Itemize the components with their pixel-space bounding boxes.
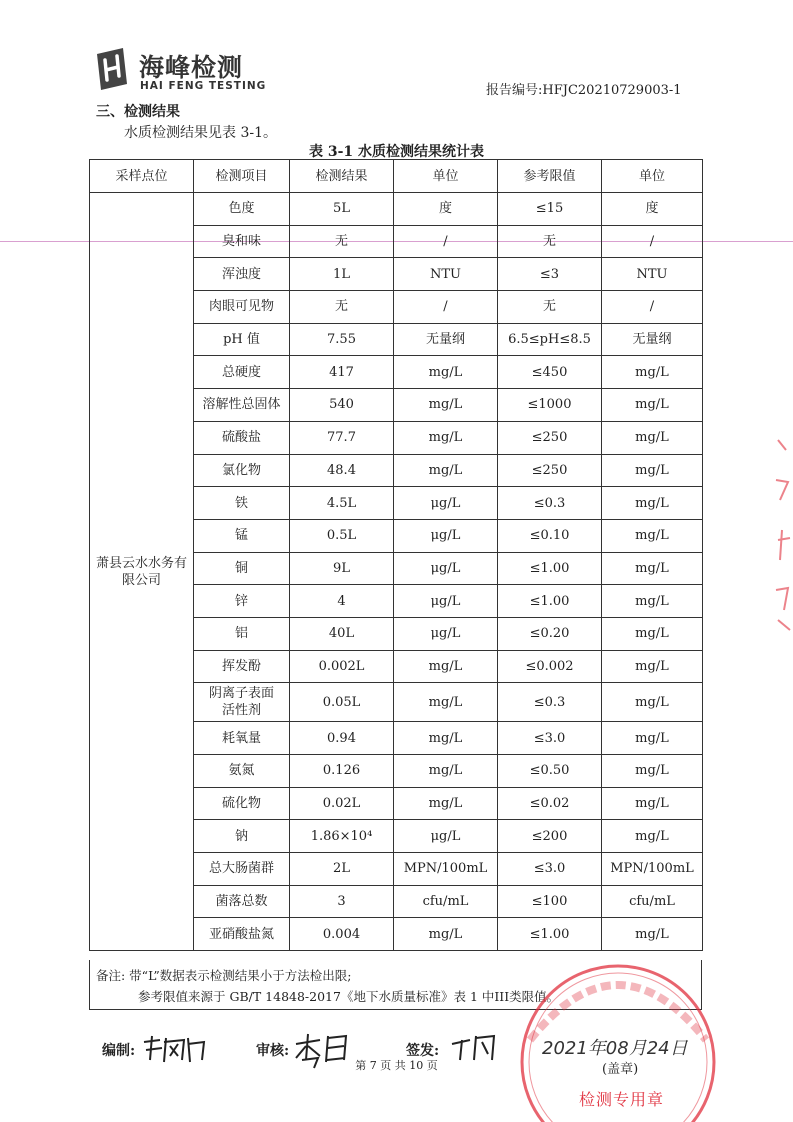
limit-cell: ≤3.0 [498,853,602,886]
column-header: 单位 [602,160,703,193]
unit-cell: mg/L [394,683,498,722]
results-table [89,159,703,951]
result-cell: 0.94 [290,722,394,755]
result-cell: 0.004 [290,918,394,951]
unit-cell: mg/L [394,918,498,951]
column-header: 采样点位 [90,160,194,193]
result-cell: 77.7 [290,421,394,454]
table-row [90,193,703,226]
page-number: 第 7 页 共 10 页 [355,1059,438,1072]
limit-cell: ≤0.3 [498,487,602,520]
test-item-cell: 溶解性总固体 [194,389,290,422]
limit-unit-cell: mg/L [602,787,703,820]
result-cell: 2L [290,853,394,886]
report-number-value: HFJC20210729003-1 [542,83,682,98]
limit-unit-cell: mg/L [602,421,703,454]
limit-unit-cell: mg/L [602,617,703,650]
limit-unit-cell: mg/L [602,487,703,520]
test-item-cell: 挥发酚 [194,650,290,683]
limit-cell: ≤3.0 [498,722,602,755]
limit-cell: 6.5≤pH≤8.5 [498,323,602,356]
limit-unit-cell: mg/L [602,650,703,683]
unit-cell: mg/L [394,421,498,454]
result-cell: 4.5L [290,487,394,520]
test-item-cell: 臭和味 [194,225,290,258]
unit-cell: cfu/mL [394,885,498,918]
unit-cell: mg/L [394,722,498,755]
test-item-cell: 菌落总数 [194,885,290,918]
unit-cell: mg/L [394,389,498,422]
result-cell: 417 [290,356,394,389]
result-cell: 7.55 [290,323,394,356]
test-item-cell: 总大肠菌群 [194,853,290,886]
result-cell: 540 [290,389,394,422]
limit-unit-cell: mg/L [602,356,703,389]
logo-text-en: HAI FENG TESTING [140,80,267,92]
result-cell: 1.86×10⁴ [290,820,394,853]
limit-unit-cell: 无量纲 [602,323,703,356]
report-number-label: 报告编号: [486,83,543,98]
limit-unit-cell: MPN/100mL [602,853,703,886]
limit-cell: 无 [498,291,602,324]
unit-cell: mg/L [394,454,498,487]
limit-unit-cell: 度 [602,193,703,226]
test-item-cell: 硫化物 [194,787,290,820]
limit-unit-cell: mg/L [602,722,703,755]
limit-unit-cell: mg/L [602,683,703,722]
test-item-cell: 氯化物 [194,454,290,487]
unit-cell: μg/L [394,552,498,585]
limit-cell: ≤450 [498,356,602,389]
test-item-cell: 硫酸盐 [194,421,290,454]
result-cell: 0.05L [290,683,394,722]
company-logo [93,46,267,98]
unit-cell: mg/L [394,650,498,683]
limit-cell: ≤3 [498,258,602,291]
limit-unit-cell: mg/L [602,454,703,487]
note-line-1: 备注: 带“L”数据表示检测结果小于方法检出限; [96,968,352,983]
limit-cell: ≤0.50 [498,755,602,788]
seal-text: 检测专用章 [579,1090,665,1109]
result-cell: 5L [290,193,394,226]
compiler-label: 编制: [102,1043,136,1059]
result-cell: 无 [290,225,394,258]
limit-cell: ≤0.10 [498,519,602,552]
test-item-cell: 氨氮 [194,755,290,788]
limit-cell: ≤0.3 [498,683,602,722]
limit-cell: ≤1.00 [498,918,602,951]
test-item-cell: 钠 [194,820,290,853]
limit-cell: ≤15 [498,193,602,226]
limit-unit-cell: / [602,225,703,258]
test-item-cell: 总硬度 [194,356,290,389]
edge-seal-fragment [768,420,793,650]
unit-cell: mg/L [394,787,498,820]
limit-cell: ≤100 [498,885,602,918]
limit-cell: ≤1.00 [498,585,602,618]
note-line-2: 参考限值来源于 GB/T 14848-2017《地下水质量标准》表 1 中III类限值。 [138,989,560,1004]
limit-cell: ≤1000 [498,389,602,422]
column-header: 检测结果 [290,160,394,193]
column-header: 单位 [394,160,498,193]
table-title: 表 3-1 水质检测结果统计表 [308,144,485,160]
signature-date: 2021年08月24日 [542,1038,688,1059]
result-cell: 无 [290,291,394,324]
logo-text-cn: 海峰检测 [139,53,244,82]
limit-unit-cell: mg/L [602,820,703,853]
table-header-row [90,160,703,193]
unit-cell: μg/L [394,585,498,618]
site-cell: 萧县云水水务有限公司 [90,193,194,951]
limit-unit-cell: NTU [602,258,703,291]
test-item-cell: 铜 [194,552,290,585]
column-header: 参考限值 [498,160,602,193]
limit-unit-cell: mg/L [602,585,703,618]
limit-unit-cell: mg/L [602,519,703,552]
test-item-cell: 浑浊度 [194,258,290,291]
limit-cell: ≤250 [498,421,602,454]
unit-cell: MPN/100mL [394,853,498,886]
unit-cell: 度 [394,193,498,226]
test-item-cell: 亚硝酸盐氮 [194,918,290,951]
issuer-label: 签发: [406,1043,440,1059]
test-item-cell: 肉眼可见物 [194,291,290,324]
test-item-cell: 色度 [194,193,290,226]
result-cell: 40L [290,617,394,650]
result-cell: 1L [290,258,394,291]
limit-cell: ≤0.02 [498,787,602,820]
reviewer-label: 审核: [256,1043,290,1059]
test-item-cell: 铝 [194,617,290,650]
limit-cell: ≤250 [498,454,602,487]
result-cell: 4 [290,585,394,618]
unit-cell: μg/L [394,487,498,520]
test-item-cell: 阴离子表面活性剂 [194,683,290,722]
unit-cell: μg/L [394,519,498,552]
limit-unit-cell: mg/L [602,552,703,585]
limit-cell: ≤200 [498,820,602,853]
test-item-cell: 锌 [194,585,290,618]
result-cell: 0.5L [290,519,394,552]
seal-label: (盖章) [602,1062,639,1077]
test-item-cell: 铁 [194,487,290,520]
limit-unit-cell: / [602,291,703,324]
limit-cell: 无 [498,225,602,258]
limit-unit-cell: mg/L [602,389,703,422]
test-item-cell: 耗氧量 [194,722,290,755]
result-cell: 3 [290,885,394,918]
limit-unit-cell: mg/L [602,755,703,788]
limit-cell: ≤0.20 [498,617,602,650]
limit-unit-cell: mg/L [602,918,703,951]
column-header: 检测项目 [194,160,290,193]
unit-cell: μg/L [394,617,498,650]
result-cell: 0.002L [290,650,394,683]
unit-cell: NTU [394,258,498,291]
test-item-cell: pH 值 [194,323,290,356]
unit-cell: μg/L [394,820,498,853]
result-cell: 48.4 [290,454,394,487]
unit-cell: / [394,291,498,324]
limit-unit-cell: cfu/mL [602,885,703,918]
unit-cell: / [394,225,498,258]
unit-cell: mg/L [394,356,498,389]
limit-cell: ≤0.002 [498,650,602,683]
report-number [486,79,682,98]
unit-cell: 无量纲 [394,323,498,356]
logo-mark-icon [93,46,131,92]
section-heading: 三、检测结果 [96,104,180,120]
result-cell: 9L [290,552,394,585]
unit-cell: mg/L [394,755,498,788]
result-cell: 0.02L [290,787,394,820]
limit-cell: ≤1.00 [498,552,602,585]
result-cell: 0.126 [290,755,394,788]
test-item-cell: 锰 [194,519,290,552]
section-text: 水质检测结果见表 3-1。 [124,125,277,141]
